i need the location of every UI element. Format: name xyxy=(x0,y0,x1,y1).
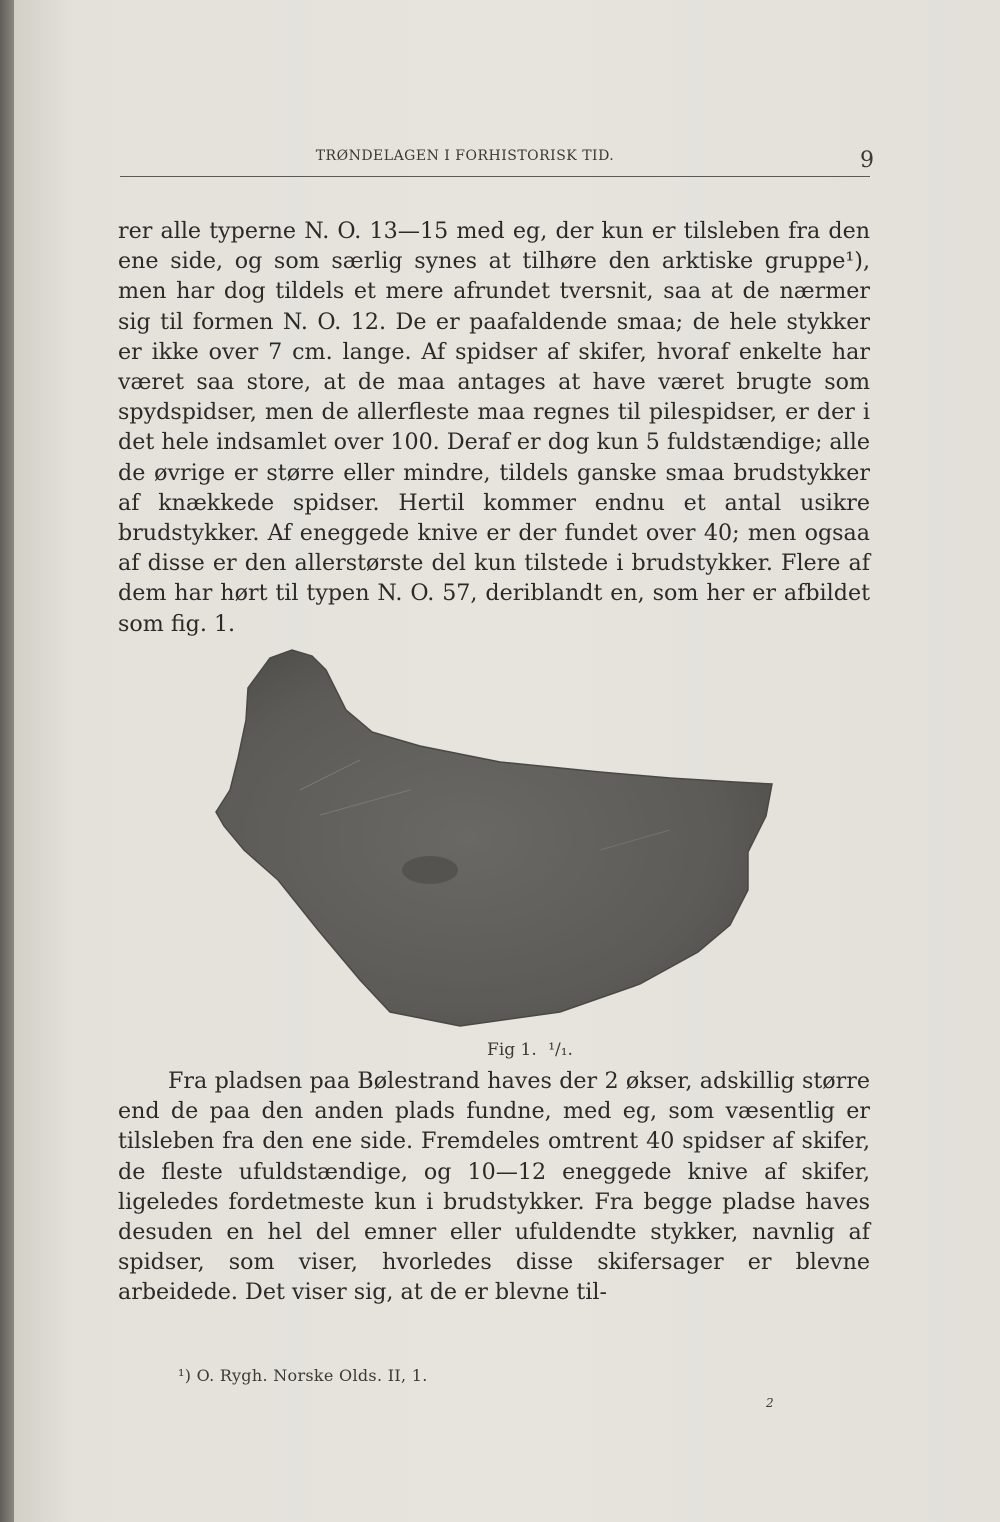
header-rule xyxy=(120,176,870,177)
footnote: ¹) O. Rygh. Norske Olds. II, 1. xyxy=(178,1366,428,1385)
running-title: TRØNDELAGEN I FORHISTORISK TID. xyxy=(315,148,615,164)
page-number: 9 xyxy=(860,148,874,173)
slate-knife-shape xyxy=(216,650,772,1026)
book-spine-shadow xyxy=(0,0,14,1522)
figure-caption xyxy=(0,1040,1000,1060)
figure-slate-knife xyxy=(200,640,780,1035)
caption-label: Fig 1. xyxy=(487,1040,537,1060)
signature-mark: 2 xyxy=(766,1396,774,1410)
body-paragraph-1: rer alle typerne N. O. 13—15 med eg, der kun er tilsleben fra den ene side, og som særlig synes at tilhøre den arktiske gruppe¹), men har dog tildels et mere afrundet tversnit, saa at de nærmer sig til formen N. O. 12. De er paafaldende smaa; de hele stykker er ikke over 7 cm. lange. Af spidser af skifer, hvoraf enkelte har været saa store, at de maa antages at have været brugte som spydspidser, men de allerfleste maa regnes til pilespidser, er der i det hele indsamlet over 100. Deraf er dog kun 5 fuldstændige; alle de øvrige er større eller mindre, tildels ganske smaa brudstykker af knækkede spidser. Hertil kommer endnu et antal usikre brudstykker. Af eneggede knive er der fundet over 40; men ogsaa af disse er den allerstørste del kun tilstede i brudstykker. Flere af dem har hørt til typen N. O. 57, deriblandt en, som her er afbildet som fig. 1. xyxy=(118,218,870,637)
running-header xyxy=(120,146,880,180)
slate-knife-illustration xyxy=(200,640,780,1035)
caption-scale: ¹/₁. xyxy=(548,1040,573,1060)
knife-surface-patch xyxy=(402,856,458,884)
body-paragraph-2: Fra pladsen paa Bølestrand haves der 2 økser, adskillig større end de paa den anden plads fundne, med eg, som væsentlig er tilsleben fra den ene side. Fremdeles omtrent 40 spidser af skifer, de fleste ufuldstændige, og 10—12 eneggede knive af skifer, ligeledes fordetmeste kun i brudstykker. Fra begge pladse haves desuden en hel del emner eller ufuldendte stykker, navnlig af spidser, som viser, hvorledes disse skifersager er blevne arbeidede. Det viser sig, at de er blevne til- xyxy=(118,1068,870,1306)
